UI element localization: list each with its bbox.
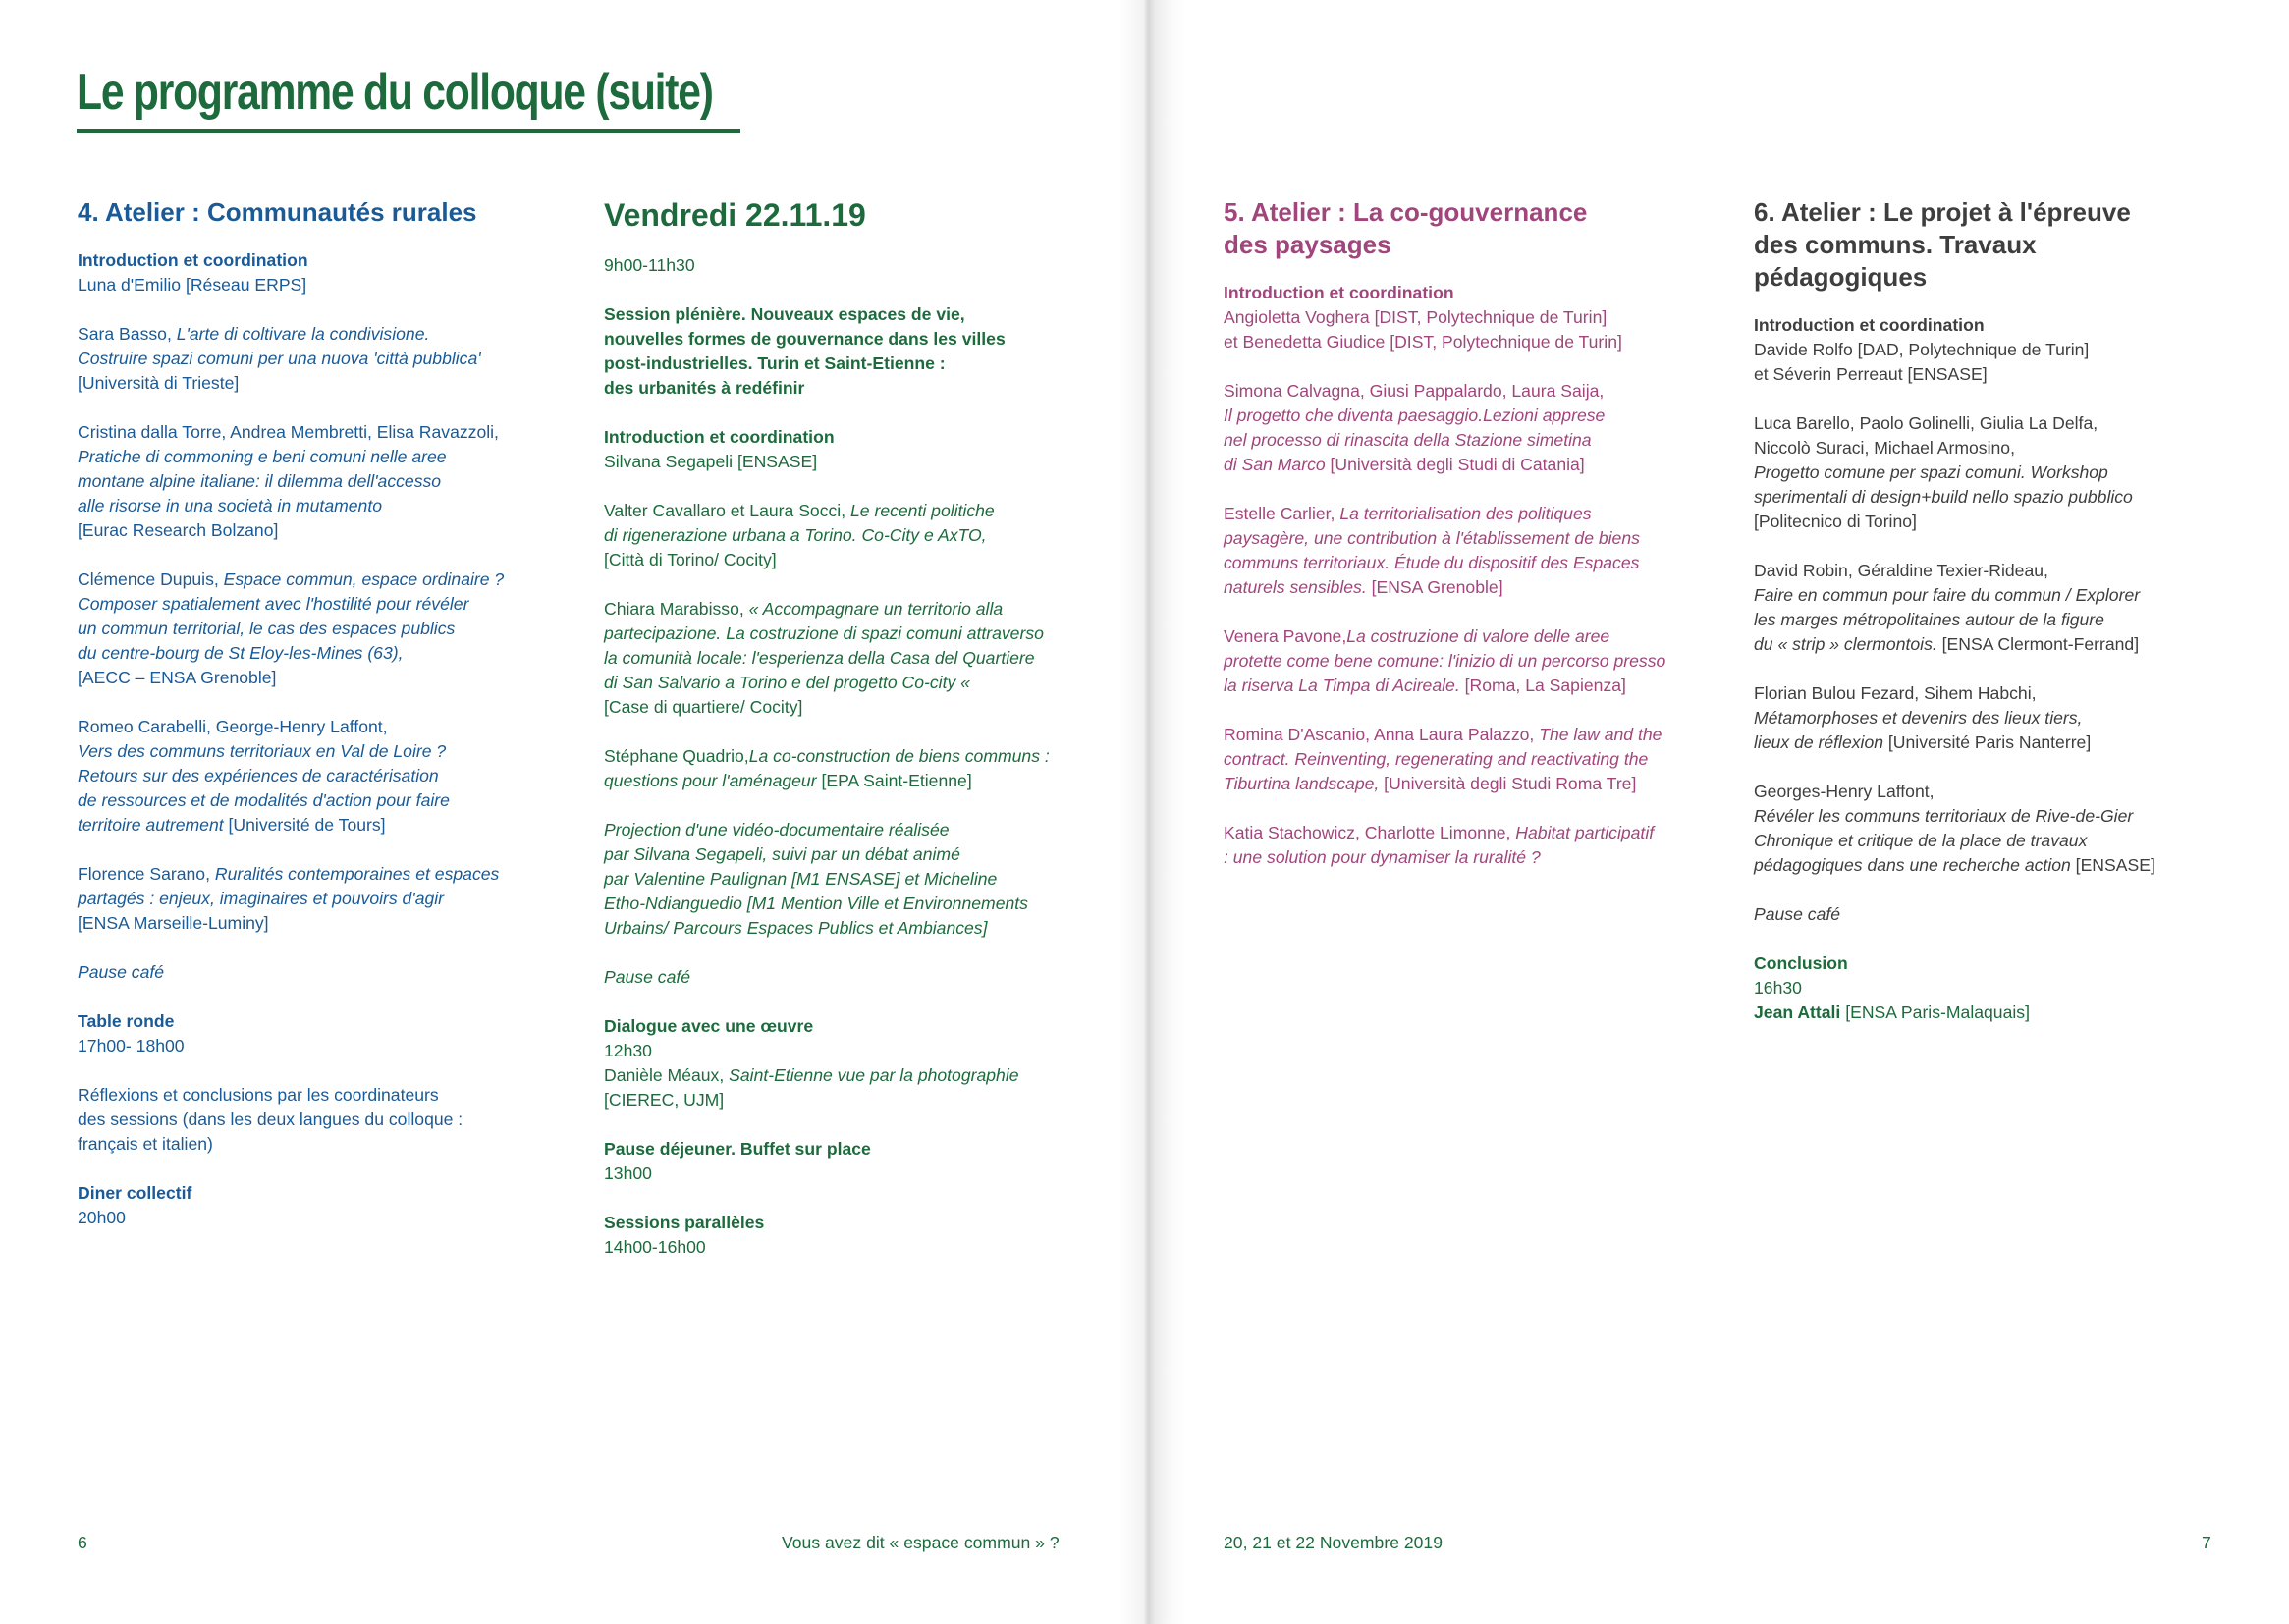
entry-title-line: Chronique et critique de la place de travaux	[1754, 831, 2088, 850]
entry-title-line: di San Salvario a Torino e del progetto Co-city «	[604, 673, 970, 692]
entry-dupuis	[78, 568, 539, 690]
entry-title-line: Pratiche di commoning e beni comuni nelle aree	[78, 447, 447, 466]
entry-affiliation: [Roma, La Sapienza]	[1459, 676, 1626, 695]
intro-text: Davide Rolfo [DAD, Polytechnique de Turin]	[1754, 340, 2090, 359]
intro-block	[604, 425, 1085, 474]
reflections-line: Réflexions et conclusions par les coordinateurs	[78, 1085, 439, 1105]
entry-title: L'arte di coltivare la condivisione.	[176, 324, 430, 344]
entry-dascanio	[1224, 723, 1705, 796]
conclusion-label: Conclusion	[1754, 953, 1848, 973]
entry-affiliation: [Politecnico di Torino]	[1754, 512, 1917, 531]
entry-title-line: communs territoriaux. Étude du dispositif des Espaces	[1224, 553, 1640, 572]
entry-title-line: du centre-bourg de St Eloy-les-Mines (63),	[78, 643, 404, 663]
entry-title-line: : une solution pour dynamiser la ruralité ?	[1224, 847, 1541, 867]
entry-author: Luca Barello, Paolo Golinelli, Giulia La Delfa,	[1754, 413, 2098, 433]
entry-title: La co-construction de biens communs :	[748, 746, 1050, 766]
entry-title-line: partecipazione. La costruzione di spazi comuni attraverso	[604, 623, 1044, 643]
entry-affiliation: [Università degli Studi di Catania]	[1325, 455, 1585, 474]
entry-title-line: paysagère, une contribution à l'établissement de biens	[1224, 528, 1640, 548]
plenary-line: des urbanités à redéfinir	[604, 378, 805, 398]
atelier-5-heading	[1224, 196, 1705, 261]
entry-affiliation: [Case di quartiere/ Cocity]	[604, 697, 803, 717]
dinner-block	[78, 1181, 539, 1230]
entry-laffont	[1754, 780, 2245, 878]
atelier-6-column	[1754, 196, 2245, 1050]
entry-author: Niccolò Suraci, Michael Armosino,	[1754, 438, 2015, 458]
intro-text: Angioletta Voghera [DIST, Polytechnique de Turin]	[1224, 307, 1608, 327]
heading-line: pédagogiques	[1754, 262, 1928, 292]
entry-author: Georges-Henry Laffont,	[1754, 782, 1935, 801]
atelier-4-column	[78, 196, 539, 1255]
entry-title-line: territoire autrement	[78, 815, 224, 835]
intro-block	[1224, 281, 1705, 354]
entry-title-line: naturels sensibles.	[1224, 577, 1367, 597]
entry-title-line: questions pour l'aménageur	[604, 771, 817, 790]
title-underline	[77, 129, 740, 133]
conclusion-affiliation: [ENSA Paris-Malaquais]	[1840, 1002, 2030, 1022]
entry-title-line: les marges métropolitaines autour de la figure	[1754, 610, 2104, 629]
plenary-line: nouvelles formes de gouvernance dans les villes	[604, 329, 1006, 349]
entry-author: Danièle Méaux,	[604, 1065, 730, 1085]
entry-title-line: de ressources et de modalités d'action pour faire	[78, 790, 450, 810]
lunch-time: 13h00	[604, 1164, 652, 1183]
heading-line: des communs. Travaux	[1754, 230, 2037, 259]
entry-author: Florian Bulou Fezard, Sihem Habchi,	[1754, 683, 2037, 703]
heading-line: 6. Atelier : Le projet à l'épreuve	[1754, 197, 2131, 227]
entry-quadrio	[604, 744, 1085, 793]
plenary-session	[604, 302, 1085, 401]
entry-affiliation: [ENSASE]	[2070, 855, 2155, 875]
entry-pavone	[1224, 624, 1705, 698]
friday-heading: Vendredi 22.11.19	[604, 197, 866, 233]
book-gutter-shadow	[1119, 0, 1188, 1624]
entry-title: La costruzione di valore delle aree	[1346, 626, 1610, 646]
entry-title: Ruralités contemporaines et espaces	[214, 864, 500, 884]
entry-affiliation: [ENSA Grenoble]	[1366, 577, 1503, 597]
conclusion-time: 16h30	[1754, 978, 1802, 998]
plenary-line: Session plénière. Nouveaux espaces de vie,	[604, 304, 965, 324]
entry-title-line: Progetto comune per spazi comuni. Workshop	[1754, 462, 2108, 482]
entry-title-line: la comunità locale: l'esperienza della Casa del Quartiere	[604, 648, 1035, 668]
right-running-footer: 20, 21 et 22 Novembre 2019	[1224, 1533, 1444, 1552]
entry-affiliation: [Università degli Studi Roma Tre]	[1379, 774, 1637, 793]
entry-title: Saint-Etienne vue par la photographie	[729, 1065, 1019, 1085]
entry-author: Chiara Marabisso,	[604, 599, 749, 619]
round-table-block	[78, 1009, 539, 1058]
reflections-line: des sessions (dans les deux langues du colloque :	[78, 1110, 463, 1129]
intro-text: et Benedetta Giudice [DIST, Polytechnique de Turin]	[1224, 332, 1622, 352]
entry-title-line: alle risorse in una società in mutamento	[78, 496, 383, 515]
round-table-label: Table ronde	[78, 1011, 175, 1031]
entry-sarano	[78, 862, 539, 936]
intro-block	[1754, 313, 2245, 387]
entry-title: Espace commun, espace ordinaire ?	[223, 569, 505, 589]
entry-author: Valter Cavallaro et Laura Socci,	[604, 501, 850, 520]
intro-label: Introduction et coordination	[1754, 315, 1985, 335]
reflections-block	[78, 1083, 539, 1157]
entry-marabisso	[604, 597, 1085, 720]
lunch-block	[604, 1137, 1085, 1186]
entry-robin	[1754, 559, 2245, 657]
entry-title-line: Costruire spazi comuni per una nuova 'città pubblica'	[78, 349, 481, 368]
intro-label: Introduction et coordination	[604, 427, 835, 447]
parallel-sessions-time: 14h00-16h00	[604, 1237, 706, 1257]
entry-title-line: partagés : enjeux, imaginaires et pouvoirs d'agir	[78, 889, 445, 908]
entry-affiliation: [AECC – ENSA Grenoble]	[78, 668, 277, 687]
entry-affiliation: [CIEREC, UJM]	[604, 1090, 725, 1110]
entry-title-line: Tiburtina landscape,	[1224, 774, 1380, 793]
entry-author: David Robin, Géraldine Texier-Rideau,	[1754, 561, 2048, 580]
entry-title-line: Révéler les communs territoriaux de Rive-de-Gier	[1754, 806, 2134, 826]
entry-title-line: Métamorphoses et devenirs des lieux tiers,	[1754, 708, 2083, 728]
entry-title-line: pédagogiques dans une recherche action	[1754, 855, 2071, 875]
entry-title-line: la riserva La Timpa di Acireale.	[1224, 676, 1460, 695]
conclusion-block	[1754, 951, 2245, 1025]
reflections-line: français et italien)	[78, 1134, 213, 1154]
entry-title: The law and the	[1539, 725, 1662, 744]
entry-title-line: du « strip » clermontois.	[1754, 634, 1937, 654]
entry-title-line: montane alpine italiane: il dilemma dell'accesso	[78, 471, 442, 491]
entry-title-line: protette come bene comune: l'inizio di un percorso presso	[1224, 651, 1666, 671]
entry-title: Le recenti politiche	[850, 501, 995, 520]
entry-author: Florence Sarano,	[78, 864, 215, 884]
entry-title-line: Retours sur des expériences de caractérisation	[78, 766, 439, 785]
dialogue-time: 12h30	[604, 1041, 652, 1060]
entry-author: Sara Basso,	[78, 324, 177, 344]
entry-author: Romeo Carabelli, George-Henry Laffont,	[78, 717, 388, 736]
entry-affiliation: [EPA Saint-Etienne]	[816, 771, 972, 790]
projection-line: par Valentine Paulignan [M1 ENSASE] et Micheline	[604, 869, 998, 889]
plenary-line: post-industrielles. Turin et Saint-Etienne :	[604, 353, 946, 373]
entry-title: Habitat participatif	[1515, 823, 1655, 842]
dialogue-label: Dialogue avec une œuvre	[604, 1016, 814, 1036]
entry-calvagna	[1224, 379, 1705, 477]
entry-title-line: Il progetto che diventa paesaggio.Lezioni apprese	[1224, 406, 1606, 425]
entry-title-line: lieux de réflexion	[1754, 732, 1884, 752]
entry-author: Estelle Carlier,	[1224, 504, 1340, 523]
entry-title: « Accompagnare un territorio alla	[748, 599, 1004, 619]
parallel-sessions-block	[604, 1211, 1085, 1260]
entry-author: Stéphane Quadrio,	[604, 746, 749, 766]
dialogue-block	[604, 1014, 1085, 1112]
friday-column	[604, 196, 1085, 1284]
entry-affiliation: [Université Paris Nanterre]	[1883, 732, 2092, 752]
coffee-break: Pause café	[78, 962, 165, 982]
entry-title-line: Composer spatialement avec l'hostilité pour révéler	[78, 594, 469, 614]
intro-text: Silvana Segapeli [ENSASE]	[604, 452, 818, 471]
parallel-sessions-label: Sessions parallèles	[604, 1213, 765, 1232]
video-projection	[604, 818, 1085, 941]
entry-affiliation: [ENSA Marseille-Luminy]	[78, 913, 269, 933]
entry-cavallaro	[604, 499, 1085, 572]
entry-title-line: contract. Reinventing, regenerating and reactivating the	[1224, 749, 1649, 769]
coffee-break: Pause café	[1754, 904, 1841, 924]
heading-line: des paysages	[1224, 230, 1391, 259]
entry-title-line: nel processo di rinascita della Stazione simetina	[1224, 430, 1592, 450]
entry-affiliation: [Eurac Research Bolzano]	[78, 520, 279, 540]
heading-line: 5. Atelier : La co-gouvernance	[1224, 197, 1588, 227]
conclusion-speaker: Jean Attali	[1754, 1002, 1841, 1022]
entry-affiliation: [ENSA Clermont-Ferrand]	[1936, 634, 2140, 654]
entry-affiliation: [Université de Tours]	[223, 815, 386, 835]
left-running-footer: Vous avez dit « espace commun » ?	[782, 1533, 1060, 1552]
entry-barello	[1754, 411, 2245, 534]
entry-author: Venera Pavone,	[1224, 626, 1347, 646]
entry-title: La territorialisation des politiques	[1339, 504, 1592, 523]
entry-affiliation: [Università di Trieste]	[78, 373, 240, 393]
entry-title-line: Faire en commun pour faire du commun / Explorer	[1754, 585, 2141, 605]
intro-text: Luna d'Emilio [Réseau ERPS]	[78, 275, 307, 295]
dinner-time: 20h00	[78, 1208, 126, 1227]
atelier-6-heading	[1754, 196, 2245, 294]
entry-bulou-fezard	[1754, 681, 2245, 755]
entry-title-line: sperimentali di design+build nello spazio pubblico	[1754, 487, 2133, 507]
coffee-break: Pause café	[604, 967, 691, 987]
atelier-4-heading: 4. Atelier : Communautés rurales	[78, 197, 477, 227]
morning-time: 9h00-11h30	[604, 255, 695, 275]
entry-author: Clémence Dupuis,	[78, 569, 224, 589]
atelier-5-column	[1224, 196, 1705, 894]
intro-label: Introduction et coordination	[1224, 283, 1454, 302]
entry-stachowicz	[1224, 821, 1705, 870]
intro-text: et Séverin Perreaut [ENSASE]	[1754, 364, 1988, 384]
projection-line: par Silvana Segapeli, suivi par un débat animé	[604, 844, 960, 864]
intro-block	[78, 248, 539, 298]
round-table-time: 17h00- 18h00	[78, 1036, 185, 1056]
projection-line: Projection d'une vidéo-documentaire réalisée	[604, 820, 950, 839]
dinner-label: Diner collectif	[78, 1183, 192, 1203]
right-page-number: 7	[2202, 1533, 2211, 1552]
entry-affiliation: [Città di Torino/ Cocity]	[604, 550, 777, 569]
lunch-label: Pause déjeuner. Buffet sur place	[604, 1139, 871, 1159]
entry-title-line: di San Marco	[1224, 455, 1326, 474]
entry-author: Cristina dalla Torre, Andrea Membretti, Elisa Ravazzoli,	[78, 422, 499, 442]
entry-author: Romina D'Ascanio, Anna Laura Palazzo,	[1224, 725, 1540, 744]
projection-line: Etho-Ndianguedio [M1 Mention Ville et Environnements	[604, 893, 1028, 913]
entry-author: Simona Calvagna, Giusi Pappalardo, Laura Saija,	[1224, 381, 1605, 401]
entry-title-line: un commun territorial, le cas des espaces publics	[78, 619, 456, 638]
intro-label: Introduction et coordination	[78, 250, 308, 270]
entry-basso	[78, 322, 539, 396]
entry-carlier	[1224, 502, 1705, 600]
entry-title-line: Vers des communs territoriaux en Val de Loire ?	[78, 741, 447, 761]
page-title: Le programme du colloque (suite)	[77, 64, 713, 121]
entry-carabelli	[78, 715, 539, 838]
projection-line: Urbains/ Parcours Espaces Publics et Ambiances]	[604, 918, 988, 938]
entry-author: Katia Stachowicz, Charlotte Limonne,	[1224, 823, 1516, 842]
entry-title-line: di rigenerazione urbana a Torino. Co-City e AxTO,	[604, 525, 987, 545]
entry-dalla-torre	[78, 420, 539, 543]
left-page-number: 6	[78, 1533, 87, 1552]
